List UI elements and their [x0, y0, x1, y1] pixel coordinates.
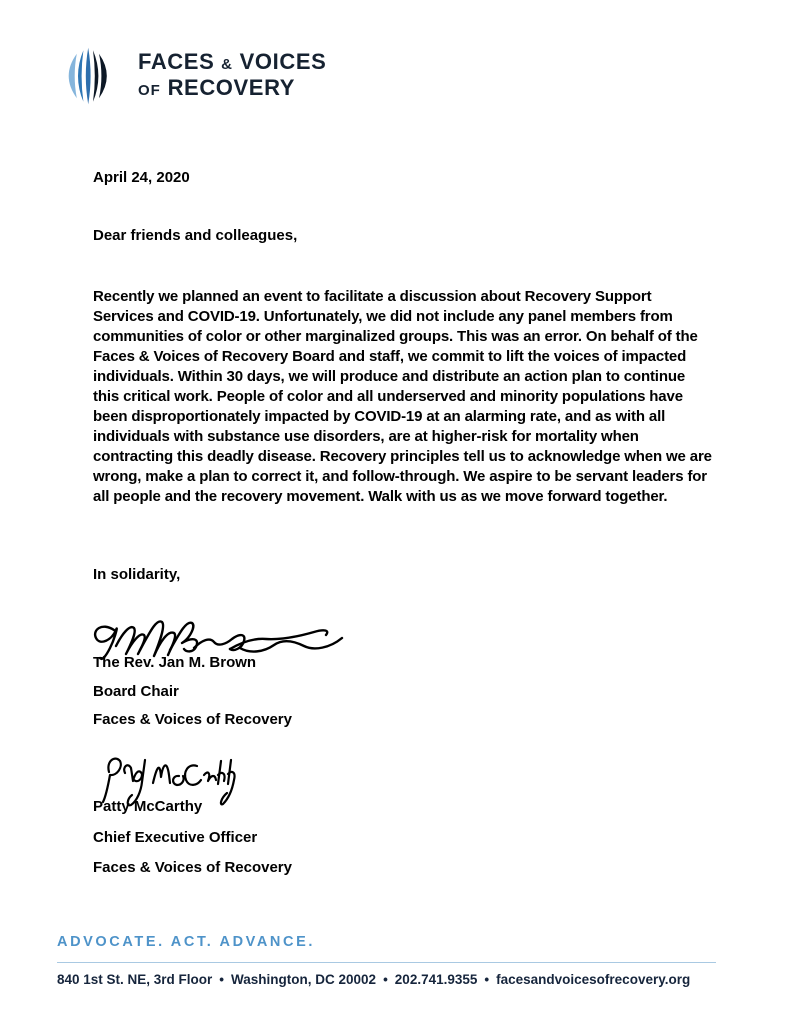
- footer-street: 840 1st St. NE, 3rd Floor: [57, 972, 213, 987]
- signer1-name: The Rev. Jan M. Brown: [93, 654, 257, 671]
- signer1-org: Faces & Voices of Recovery: [93, 711, 292, 728]
- signer2-name: Patty McCarthy: [93, 798, 203, 815]
- logo-ampersand: &: [221, 56, 233, 73]
- footer-phone: 202.741.9355: [394, 972, 478, 987]
- footer-divider: [57, 962, 716, 963]
- letter-date: April 24, 2020: [93, 169, 190, 186]
- org-name-line1: [138, 50, 326, 76]
- footer-separator-2: •: [383, 972, 388, 987]
- logo-word-recovery: RECOVERY: [167, 75, 296, 100]
- footer-website: facesandvoicesofrecovery.org: [496, 972, 691, 987]
- logo-word-voices: VOICES: [239, 49, 327, 74]
- org-name-line2: [138, 76, 326, 102]
- letter-closing: In solidarity,: [93, 566, 181, 583]
- signer2-org: Faces & Voices of Recovery: [93, 859, 292, 876]
- footer-address: [57, 972, 690, 987]
- org-logo-text: [138, 50, 326, 102]
- org-logo: [56, 46, 326, 106]
- footer-city: Washington, DC 20002: [231, 972, 377, 987]
- signer2-title: Chief Executive Officer: [93, 829, 258, 846]
- faces-voices-logo-icon: [56, 46, 118, 106]
- logo-word-faces: FACES: [138, 49, 215, 74]
- letter-salutation: Dear friends and colleagues,: [93, 227, 298, 244]
- letter-body-paragraph: Recently we planned an event to facilitate a discussion about Recovery Support Services and COVID-19. Unfortunately, we did not include any panel members from communities of color or other marginalized groups. This was an error. On behalf of the Faces & Voices of Recovery Board and staff, we commit to lift the voices of impacted individuals. Within 30 days, we will produce and distribute an action plan to continue this critical work. People of color and all underserved and minority populations have been disproportionately impacted by COVID-19 at an alarming rate, and as with all individuals with substance use disorders, are at higher-risk for mortality when contracting this deadly disease. Recovery principles tell us to acknowledge when we are wrong, make a plan to correct it, and follow-through. We aspire to be servant leaders for all people and the recovery movement. Walk with us as we move forward together.: [93, 288, 712, 505]
- logo-word-of: OF: [138, 82, 161, 99]
- signer1-title: Board Chair: [93, 683, 179, 700]
- footer-separator-3: •: [484, 972, 490, 987]
- footer-separator-1: •: [219, 972, 225, 987]
- footer-tagline: ADVOCATE. ACT. ADVANCE.: [57, 934, 315, 950]
